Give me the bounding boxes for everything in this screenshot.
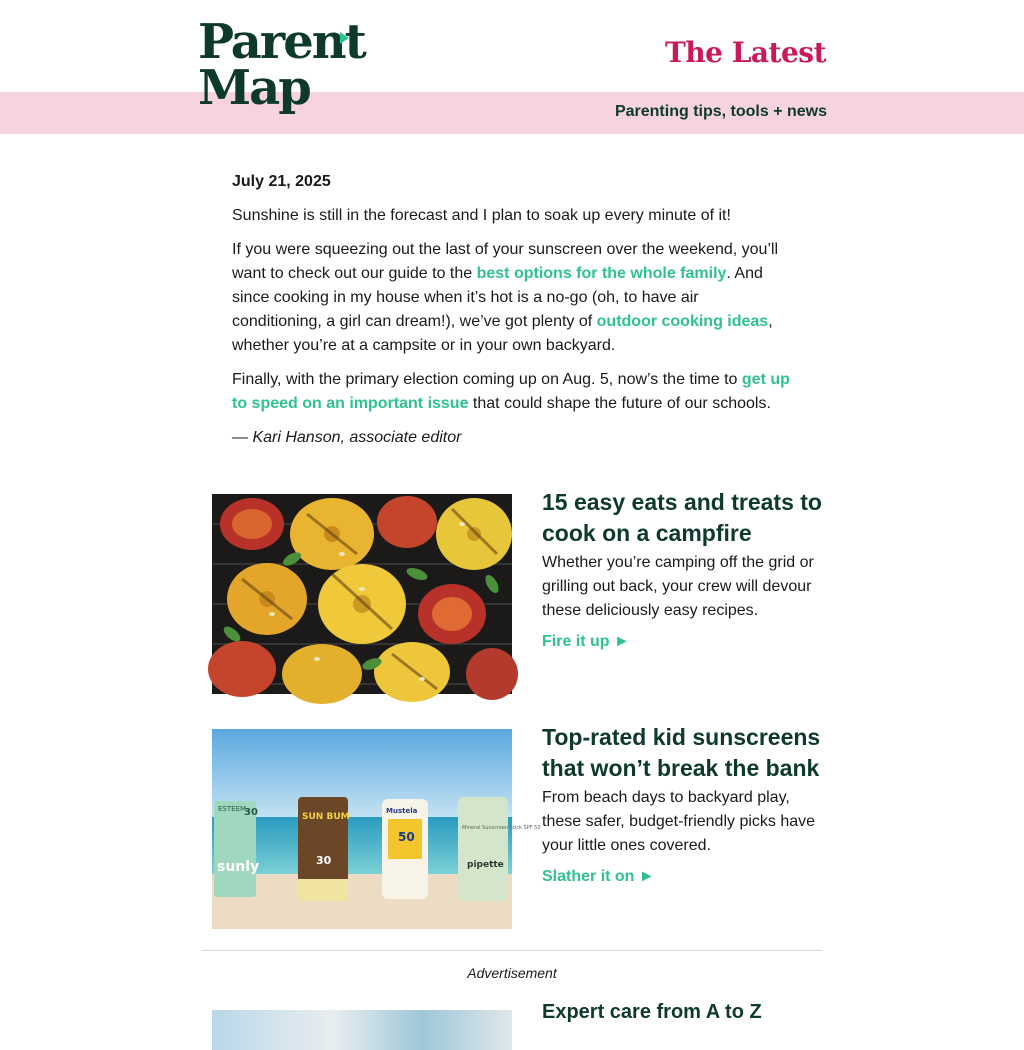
section-title: The Latest [664, 36, 826, 69]
text-span: Finally, with the primary election coming up on Aug. 5, now’s the time to [232, 371, 742, 388]
editor-signature: — Kari Hanson, associate editor [232, 429, 462, 446]
sponsored-image[interactable] [212, 1010, 512, 1050]
sponsored-title[interactable]: Expert care from A to Z [542, 1001, 762, 1023]
article-title[interactable]: Top-rated kid sunscreens that won’t break the bank [542, 724, 821, 781]
intro-letter [232, 170, 792, 460]
brand1-spf-label: 30 [244, 807, 258, 818]
advertisement-label: Advertisement [467, 965, 557, 981]
sunscreen-guide-link[interactable]: best options for the whole family [476, 265, 727, 282]
sunscreen-products-image[interactable] [212, 729, 541, 929]
logo-word-parent: Parent [198, 14, 365, 70]
tagline-band [0, 92, 1024, 134]
article-title[interactable]: 15 easy eats and treats to cook on a campfire [542, 489, 822, 546]
logo-word-map: Map [198, 60, 310, 116]
article-description: From beach days to backyard play, these safer, budget-friendly picks have your little ones covered. [542, 789, 816, 854]
intro-paragraph-2 [232, 238, 792, 358]
brand3-name-label: Mustela [386, 807, 418, 815]
brand1-name-label: sunly [217, 859, 260, 875]
grilled-fruit-illustration [212, 494, 512, 694]
article-text [542, 487, 827, 651]
article-text [542, 722, 827, 886]
brand3-spf-label: 50 [398, 830, 415, 844]
text-span: . And since cooking in my house when it’s hot is a no-go (oh, to have air conditioning, a girl can dream!), we’ve got plenty of [232, 265, 763, 330]
logo-play-icon [340, 32, 349, 44]
sunscreen-illustration [212, 729, 541, 929]
election-issue-link[interactable]: get up to speed on an important issue [232, 371, 790, 412]
text-span: , whether you’re at a campsite or in your own backyard. [232, 313, 773, 354]
brand1-top-label: ESTEEM [218, 805, 247, 813]
intro-paragraph-3 [232, 368, 792, 416]
fire-it-up-link[interactable]: Fire it up ► [542, 633, 630, 650]
brand2-spf-label: 30 [316, 854, 332, 867]
brand4-text-label: Mineral Sunscreen Stick SPF 50 [462, 825, 541, 831]
issue-date: July 21, 2025 [232, 173, 331, 190]
text-span: that could shape the future of our schools. [468, 395, 771, 412]
grilled-fruit-image[interactable] [212, 494, 512, 694]
article-description: Whether you’re camping off the grid or grilling out back, your crew will devour these deliciously easy recipes. [542, 554, 814, 619]
intro-paragraph-1: Sunshine is still in the forecast and I plan to soak up every minute of it! [232, 207, 731, 224]
brand4-name-label: pipette [467, 860, 504, 870]
outdoor-cooking-link[interactable]: outdoor cooking ideas [596, 313, 769, 330]
section-divider [202, 950, 822, 951]
text-span: If you were squeezing out the last of your sunscreen over the weekend, you’ll want to check out our guide to the [232, 241, 779, 282]
slather-it-on-link[interactable]: Slather it on ► [542, 868, 655, 885]
tagline: Parenting tips, tools + news [614, 103, 827, 120]
parentmap-logo[interactable] [198, 14, 365, 122]
brand2-name-label: SUN BUM [302, 812, 350, 822]
